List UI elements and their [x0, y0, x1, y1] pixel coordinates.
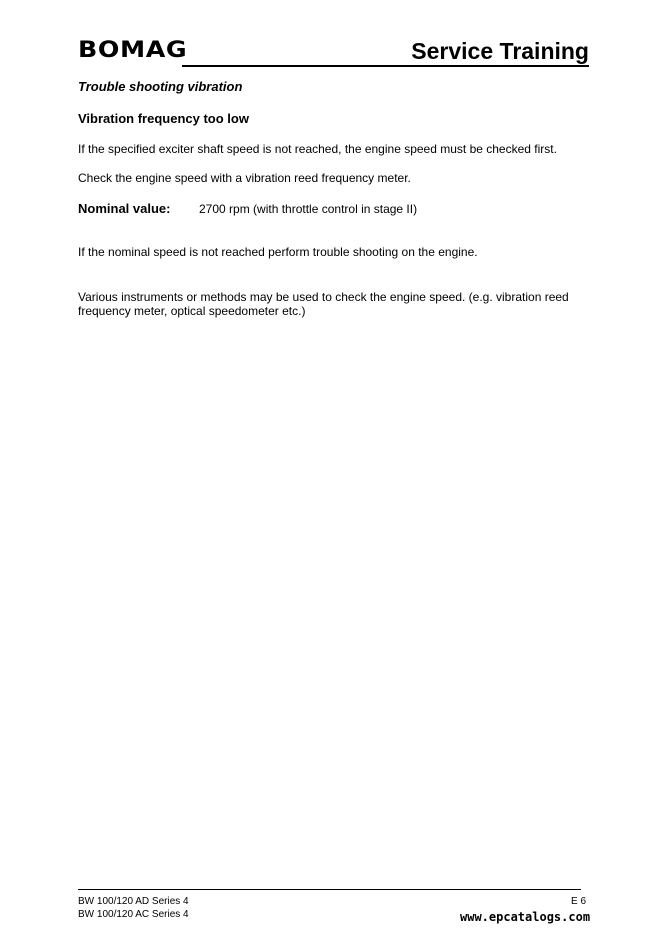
page-number: E 6 [571, 896, 587, 907]
nominal-value: 2700 rpm (with throttle control in stage II) [199, 202, 418, 216]
nominal-value-row [78, 201, 417, 216]
footer-model-line-2: BW 100/120 AC Series 4 [78, 909, 189, 920]
footer-model-line-1: BW 100/120 AD Series 4 [78, 896, 189, 907]
nominal-label: Nominal value: [78, 201, 171, 216]
footer-model-lines [78, 895, 189, 921]
watermark-link[interactable]: www.epcatalogs.com [460, 910, 591, 924]
bomag-logo: BOMAG [78, 38, 188, 63]
paragraph-4: Various instruments or methods may be used to check the engine speed. (e.g. vibration reed frequency meter, optical speedometer etc.) [78, 290, 569, 318]
paragraph-1: If the specified exciter shaft speed is not reached, the engine speed must be checked first. [78, 142, 557, 156]
paragraph-3: If the nominal speed is not reached perform trouble shooting on the engine. [78, 245, 478, 259]
header-title: Service Training [411, 38, 589, 64]
header-rule [182, 65, 589, 67]
page-header [78, 38, 589, 68]
paragraph-2: Check the engine speed with a vibration reed frequency meter. [78, 171, 411, 185]
section-title: Trouble shooting vibration [78, 79, 243, 94]
subsection-title: Vibration frequency too low [78, 111, 249, 126]
footer-rule [78, 889, 581, 890]
